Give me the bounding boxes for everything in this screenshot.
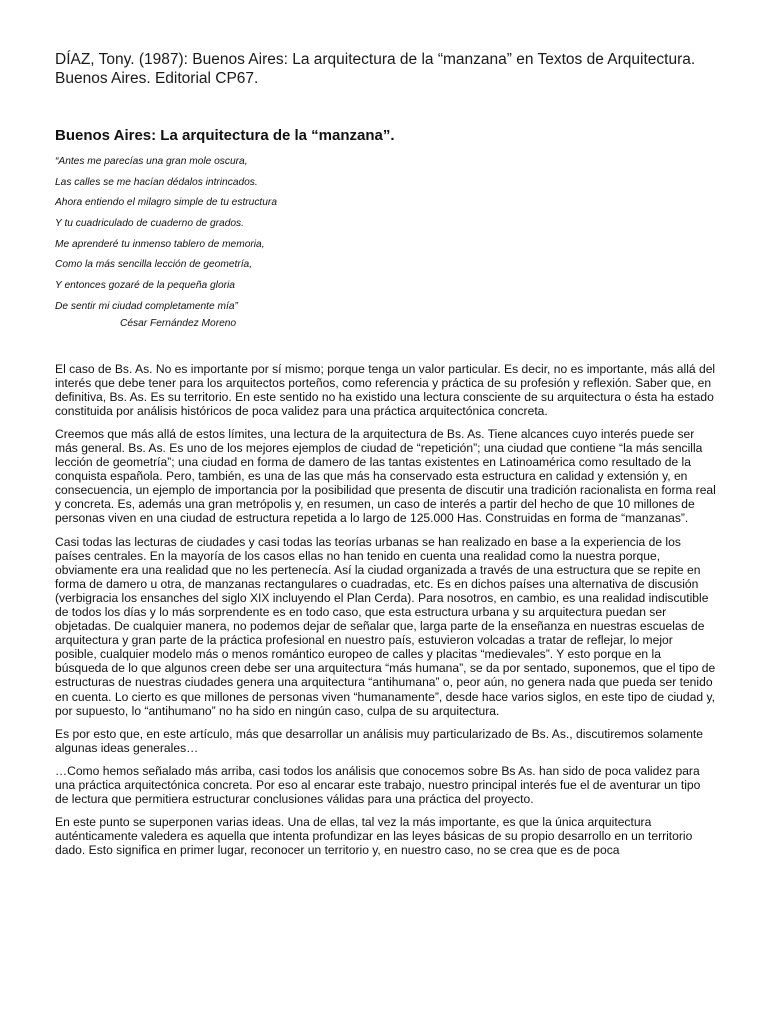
body-paragraph: En este punto se superponen varias ideas. Una de ellas, tal vez la más importante, es que la única arquitectura auténticamente valedera es aquella que intenta profundizar en las leyes básicas de su propio desarrollo en un territorio dado. Esto significa en primer lugar, reconocer un territorio y, en nuestro caso, no se crea que es de poca [55, 815, 693, 858]
body-paragraph: Es por esto que, en este artículo, más que desarrollar un análisis muy particularizado de Bs. As., discutiremos solamente algunas ideas generales… [55, 726, 704, 755]
article-body [55, 362, 717, 858]
citation-line-1: DÍAZ, Tony. (1987): Buenos Aires: La arquitectura de la “manzana” en Textos de Arquitectura. [55, 51, 696, 68]
citation-line-2: Buenos Aires. Editorial CP67. [55, 70, 259, 87]
poem-line: Me aprenderé tu inmenso tablero de memoria, [55, 238, 265, 250]
body-paragraph: …Como hemos señalado más arriba, casi todos los análisis que conocemos sobre Bs As. han sido de poca validez para una práctica arquitectónica concreta. Por eso al encarar este trabajo, nuestro principal interés fue el de aventurar un tipo de lectura que permitiera estructurar conclusiones válidas para una práctica del proyecto. [55, 763, 701, 807]
epigraph-poem [55, 155, 717, 331]
poem-line: Como la más sencilla lección de geometría, [55, 259, 253, 271]
poem-line: Y entonces gozaré de la pequeña gloria [55, 280, 235, 292]
body-paragraph: Casi todas las lecturas de ciudades y casi todas las teorías urbanas se han realizado en base a la experiencia de los países centrales. En la mayoría de los casos ellas no han tenido en cuenta una realidad como la nuestra porque, obviamente era una realidad que no les pertenecía. Así la ciudad organizada a través de una estructura que se repite en forma de damero u otra, de manzanas rectangulares o cuadradas, etc. Es en dichos países una alternativa de discusión (verbigracia los ensanches del siglo XIX incluyendo el Plan Cerda). Para nosotros, en cambio, es una realidad indiscutible de todos los días y lo más sorprendente es en todo caso, que esta estructura urbana y su arquitectura puedan ser objetadas. De cualquier manera, no podemos dejar de señalar que, larga parte de la enseñanza en nuestras escuelas de arquitectura y gran parte de la práctica profesional en nuestro país, estuvieron volcadas a tratar de reflejar, lo mejor posible, cualquier modelo más o menos romántico europeo de calles y placitas “medievales”. Y esto porque en la búsqueda de lo que algunos creen debe ser una arquitectura “más humana”, se da por sentado, suponemos, que el tipo de estructuras de nuestras ciudades genera una arquitectura “antihumana” o, peor aún, no genera nada que pueda ser tenido en cuenta. Lo cierto es que millones de personas viven “humanamente”, desde hace varios siglos, en este tipo de ciudad y, por supuesto, lo “antihumano” no ha sido en ningún caso, culpa de su arquitectura. [55, 534, 716, 718]
poem-line: Ahora entiendo el milagro simple de tu estructura [55, 197, 277, 209]
poem-line: Y tu cuadriculado de cuaderno de grados. [55, 218, 244, 230]
document-title: Buenos Aires: La arquitectura de la “manzana”. [55, 127, 395, 144]
poem-line: De sentir mi ciudad completamente mía” [55, 300, 238, 312]
bibliographic-citation [55, 50, 717, 88]
poem-line: “Antes me parecías una gran mole oscura, [55, 156, 248, 167]
body-paragraph: Creemos que más allá de estos límites, una lectura de la arquitectura de Bs. As. Tiene alcances cuyo interés puede ser más general. Bs. As. Es uno de los mejores ejemplos de ciudad de “repetición”; una ciudad que contiene “la más sencilla lección de geometría”; una ciudad en forma de damero de las tantas existentes en Latinoamérica como resultado de la conquista española. Pero, también, es una de las que más ha conservado esta estructura en calidad y extensión y, en consecuencia, un ejemplo de importancia por la posibilidad que presenta de discutir una tradición racionalista en forma real y concreta. Es, además una gran metrópolis y, en resumen, un caso de interés a partir del hecho de que 10 millones de personas viven en una ciudad de estructura repetida a lo largo de 125.000 Has. Construidas en forma de “manzanas”. [55, 426, 716, 526]
document-page [55, 50, 717, 867]
body-paragraph: El caso de Bs. As. No es importante por sí mismo; porque tenga un valor particular. Es decir, no es importante, más allá del interés que debe tener para los arquitectos porteños, como referencia y práctica de su profesión y reflexión. Saber que, en definitiva, Bs. As. Es su territorio. En este sentido no ha existido una lectura consciente de su arquitectura o ésta ha estado constituida por análisis históricos de poca validez para una práctica arquitectónica concreta. [55, 361, 716, 418]
poem-author: César Fernández Moreno [120, 317, 237, 329]
poem-line: Las calles se me hacían dédalos intrincados. [55, 176, 258, 188]
